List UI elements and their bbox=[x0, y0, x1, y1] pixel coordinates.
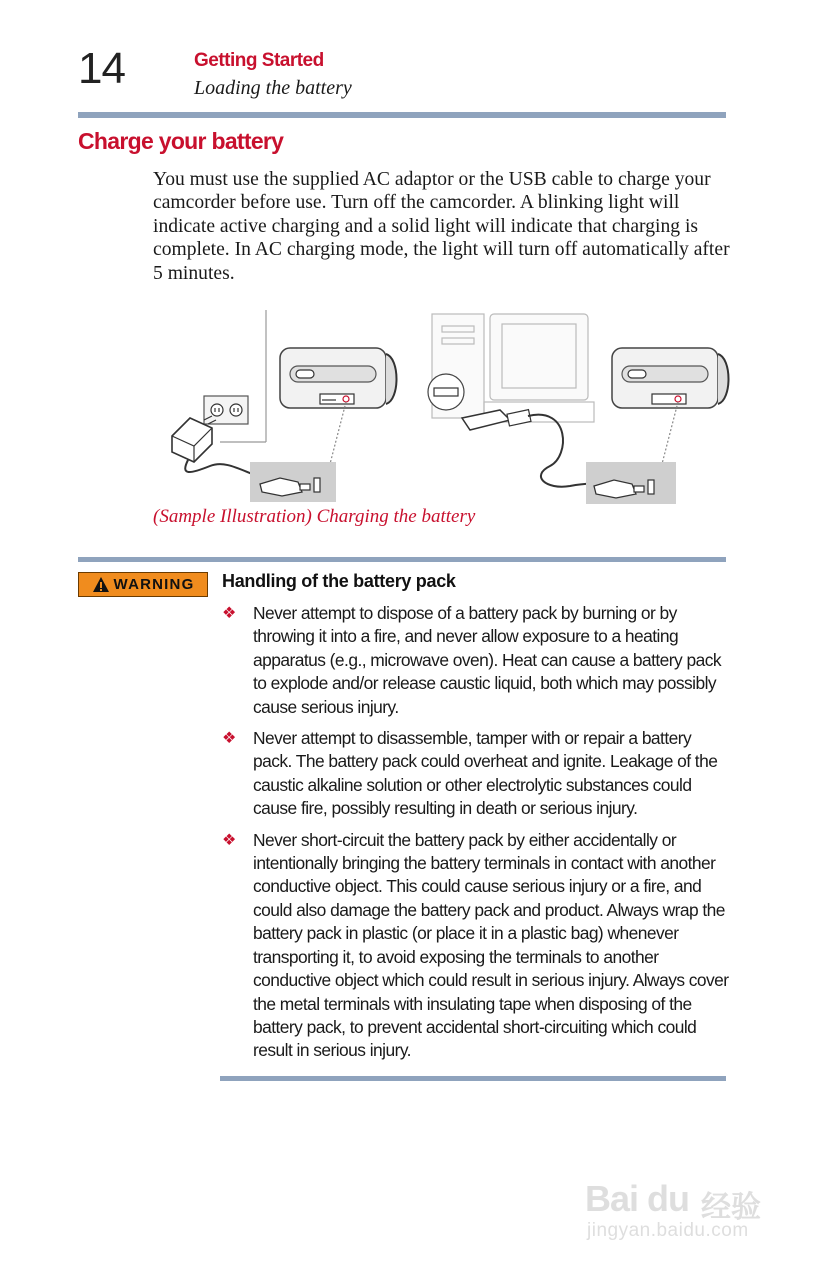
warning-list bbox=[222, 602, 732, 1071]
list-item-text: Never attempt to disassemble, tamper with or repair a battery pack. The battery pack could overheat and ignite. Leakage of the caustic alkaline solution or other electrolytic substances could cause fire, possibly resulting in death or serious injury. bbox=[253, 728, 718, 819]
warning-top-rule bbox=[78, 557, 726, 562]
warning-bottom-rule bbox=[220, 1076, 726, 1081]
chapter-title: Getting Started bbox=[194, 50, 324, 71]
watermark-logo: Bai du bbox=[585, 1178, 690, 1219]
port-callout-right bbox=[586, 462, 676, 504]
intro-paragraph: You must use the supplied AC adaptor or the USB cable to charge your camcorder before use. Turn off the camcorder. A blinking light will indicate active charging and a solid light will indicate that charging is complete. In AC charging mode, the light will turn off automatically after 5 minutes. bbox=[153, 169, 730, 284]
page-number: 14 bbox=[78, 44, 125, 93]
warning-badge bbox=[78, 572, 208, 597]
camcorder-left bbox=[280, 348, 397, 464]
charging-illustration bbox=[150, 306, 730, 506]
list-item-text: Never short-circuit the battery pack by either accidentally or intentionally bringing the battery terminals in contact with another conductive object. This could cause serious injury or a fire, and could also damage the battery pack and product. Always wrap the battery pack in plastic (or place it in a plastic bag) whenever transporting it, to avoid exposing the terminals to another conductive object which could result in serious injury. Always cover the metal terminals with insulating tape when disposing of the battery pack, to prevent accidental short-circuiting which could result in serious injury. bbox=[253, 829, 729, 1061]
list-item-text: Never attempt to dispose of a battery pack by burning or by throwing it into a fire, and never allow exposure to a heating apparatus (e.g., microwave oven). Heat can cause a battery pack to explode and/or release caustic liquid, both which may possibly cause serious injury. bbox=[253, 603, 722, 717]
diamond-bullet-icon: ❖ bbox=[222, 730, 236, 748]
watermark-url: jingyan.baidu.com bbox=[587, 1220, 749, 1241]
list-item bbox=[222, 727, 732, 821]
warning-badge-label: WARNING bbox=[113, 576, 195, 593]
list-item bbox=[222, 829, 732, 1063]
port-callout-left bbox=[250, 462, 336, 502]
illustration-caption: (Sample Illustration) Charging the battery bbox=[153, 506, 476, 527]
warning-triangle-icon bbox=[92, 576, 110, 593]
camcorder-right bbox=[612, 348, 729, 464]
diamond-bullet-icon: ❖ bbox=[222, 831, 236, 849]
section-heading: Charge your battery bbox=[78, 128, 284, 154]
diamond-bullet-icon: ❖ bbox=[222, 605, 236, 622]
watermark-brand: 经验 bbox=[701, 1190, 761, 1225]
section-title: Loading the battery bbox=[194, 77, 352, 99]
list-item bbox=[222, 602, 732, 719]
warning-heading: Handling of the battery pack bbox=[222, 571, 456, 591]
computer bbox=[428, 314, 594, 422]
watermark bbox=[583, 1160, 783, 1250]
header-rule bbox=[78, 112, 726, 118]
wall-outlet bbox=[204, 310, 266, 442]
